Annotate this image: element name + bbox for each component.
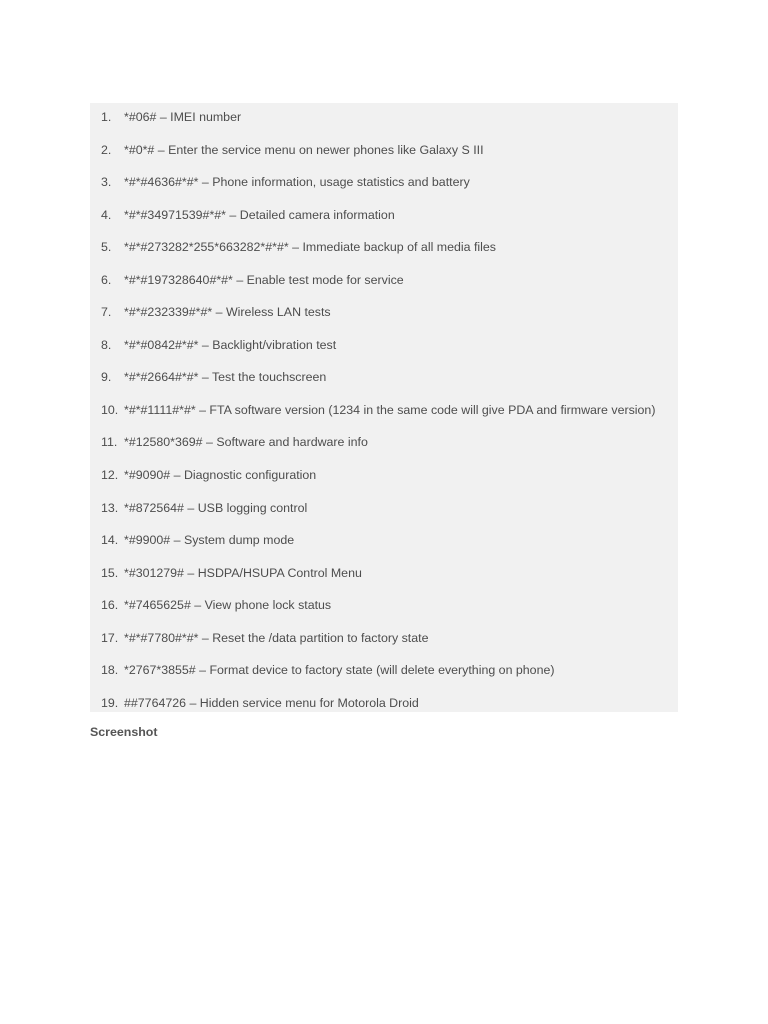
list-item xyxy=(90,304,678,337)
list-item xyxy=(90,500,678,533)
list-item-number: 16. xyxy=(101,598,119,613)
list-item-text: *#0*# – Enter the service menu on newer phones like Galaxy S III xyxy=(124,142,484,157)
list-item-number: 17. xyxy=(101,630,119,645)
list-item-text: *#301279# – HSDPA/HSUPA Control Menu xyxy=(124,565,362,580)
list-item-number: 3. xyxy=(101,175,112,190)
list-item-number: 8. xyxy=(101,337,112,352)
list-item xyxy=(90,142,678,175)
list-item xyxy=(90,565,678,598)
list-item-text: *#9090# – Diagnostic configuration xyxy=(124,468,317,483)
list-item-text: *#*#197328640#*#* – Enable test mode for service xyxy=(124,272,404,287)
list-item-number: 12. xyxy=(101,468,119,483)
list-item-text: *#12580*369# – Software and hardware info xyxy=(124,435,368,450)
list-item-text: *#*#273282*255*663282*#*#* – Immediate backup of all media files xyxy=(124,240,496,255)
list-item-text: *#*#0842#*#* – Backlight/vibration test xyxy=(124,337,337,352)
list-item-text: *#*#34971539#*#* – Detailed camera information xyxy=(124,207,395,222)
list-item xyxy=(90,337,678,370)
list-item-number: 13. xyxy=(101,500,119,515)
list-item xyxy=(90,630,678,663)
list-item-number: 5. xyxy=(101,240,112,255)
screenshot-heading: Screenshot xyxy=(90,725,158,739)
list-item xyxy=(90,532,678,565)
list-item xyxy=(90,662,678,695)
list-item-number: 15. xyxy=(101,565,119,580)
secret-codes-list xyxy=(90,109,678,727)
list-item-text: *#*#1111#*#* – FTA software version (1234 in the same code will give PDA and firmware version) xyxy=(124,402,656,417)
list-item-number: 7. xyxy=(101,305,112,320)
list-item-number: 19. xyxy=(101,695,119,710)
list-item xyxy=(90,467,678,500)
list-item-number: 4. xyxy=(101,207,112,222)
code-list-container xyxy=(90,103,678,712)
list-item xyxy=(90,695,678,728)
list-item-number: 2. xyxy=(101,142,112,157)
list-item-text: *#7465625# – View phone lock status xyxy=(124,598,332,613)
list-item-text: *#*#232339#*#* – Wireless LAN tests xyxy=(124,305,331,320)
list-item-text: *#*#4636#*#* – Phone information, usage statistics and battery xyxy=(124,175,470,190)
list-item xyxy=(90,597,678,630)
list-item xyxy=(90,272,678,305)
list-item-number: 18. xyxy=(101,663,119,678)
list-item xyxy=(90,369,678,402)
list-item-number: 6. xyxy=(101,272,112,287)
list-item-text: *#*#7780#*#* – Reset the /data partition to factory state xyxy=(124,630,429,645)
list-item-number: 10. xyxy=(101,402,119,417)
list-item-text: *#872564# – USB logging control xyxy=(124,500,308,515)
list-item-number: 11. xyxy=(101,435,118,450)
list-item xyxy=(90,174,678,207)
list-item xyxy=(90,434,678,467)
list-item xyxy=(90,207,678,240)
list-item-text: ##7764726 – Hidden service menu for Motorola Droid xyxy=(124,695,419,710)
list-item-text: *#*#2664#*#* – Test the touchscreen xyxy=(124,370,327,385)
list-item-text: *2767*3855# – Format device to factory state (will delete everything on phone) xyxy=(124,663,555,678)
list-item-number: 14. xyxy=(101,533,119,548)
list-item xyxy=(90,109,678,142)
list-item xyxy=(90,402,678,435)
list-item-number: 9. xyxy=(101,370,112,385)
list-item-text: *#06# – IMEI number xyxy=(124,110,242,124)
list-item-text: *#9900# – System dump mode xyxy=(124,533,295,548)
list-item-number: 1. xyxy=(101,110,112,124)
list-item xyxy=(90,239,678,272)
